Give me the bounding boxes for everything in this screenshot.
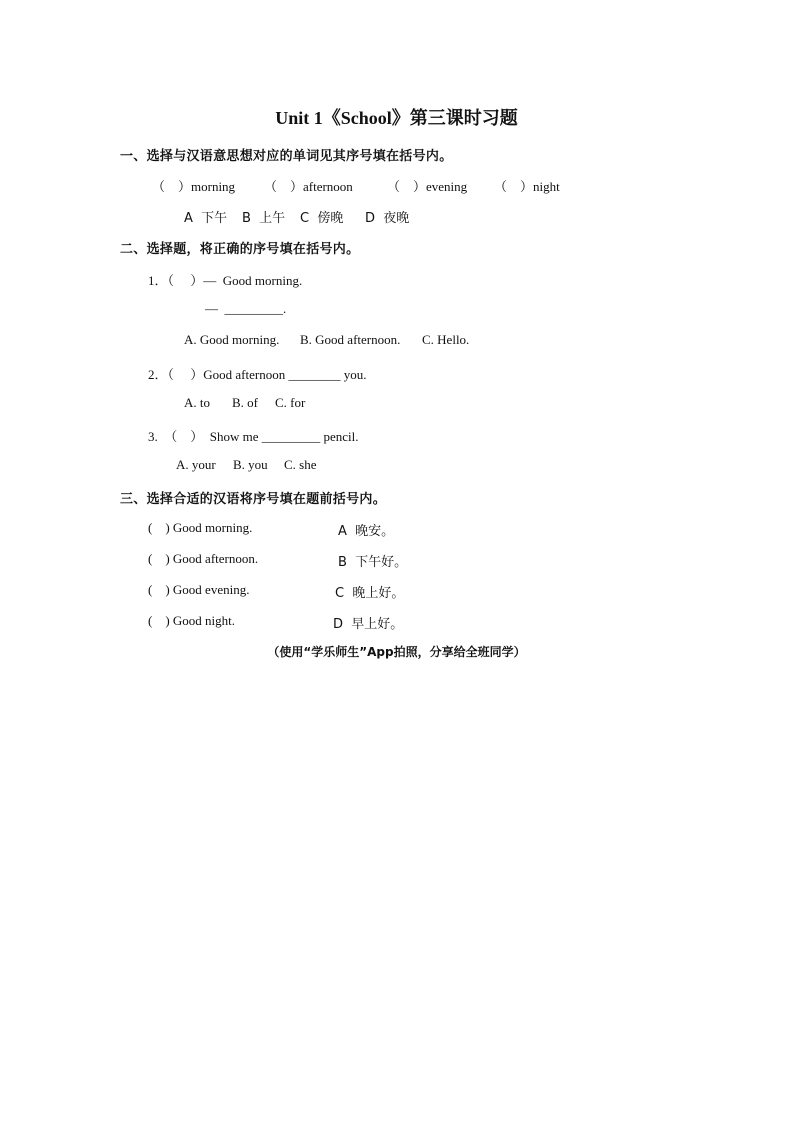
page-title: Unit 1《School》第三课时习题 xyxy=(275,108,518,128)
question-3: 3. （ ） Show me _________ pencil. xyxy=(148,429,359,444)
match-left: ( ) Good evening. xyxy=(148,582,250,597)
match-right: B 下午好。 xyxy=(338,555,408,570)
match-left: ( ) Good night. xyxy=(148,613,236,628)
section-2-heading: 二、选择题，将正确的序号填在括号内。 xyxy=(120,242,360,257)
option-item: A 下午 xyxy=(184,211,228,226)
word-item: （ ）night xyxy=(494,179,560,194)
question-2: 2．（ ）Good afternoon ________ you. xyxy=(148,367,367,382)
option-item: A. Good morning. xyxy=(184,332,280,347)
match-left: ( ) Good morning. xyxy=(148,520,253,535)
footer-note: （使用“学乐师生”App拍照，分享给全班同学） xyxy=(267,645,526,659)
question-1-answer-line: — _________. xyxy=(205,301,287,316)
option-item: B. Good afternoon. xyxy=(300,332,401,347)
option-item: D 夜晚 xyxy=(365,211,410,226)
option-item: C. Hello. xyxy=(422,332,470,347)
option-item: A. to xyxy=(184,395,210,410)
section-1-heading: 一、选择与汉语意思想对应的单词见其序号填在括号内。 xyxy=(120,149,453,164)
match-left: ( ) Good afternoon. xyxy=(148,551,259,566)
option-item: A. your xyxy=(176,457,216,472)
option-item: B. you xyxy=(233,457,268,472)
word-item: （ ）evening xyxy=(387,179,468,194)
word-item: （ ）morning xyxy=(152,179,236,194)
option-item: C. for xyxy=(275,395,306,410)
match-right: C 晚上好。 xyxy=(335,586,405,601)
section-3-heading: 三、选择合适的汉语将序号填在题前括号内。 xyxy=(120,492,387,507)
match-right: A 晚安。 xyxy=(338,524,395,539)
option-item: B 上午 xyxy=(242,211,286,226)
option-item: C. she xyxy=(284,457,317,472)
question-1: 1．（ ）— Good morning. xyxy=(148,273,303,288)
option-item: B. of xyxy=(232,395,258,410)
word-item: （ ）afternoon xyxy=(264,179,353,194)
option-item: C 傍晚 xyxy=(300,211,344,226)
match-right: D 早上好。 xyxy=(333,617,404,632)
